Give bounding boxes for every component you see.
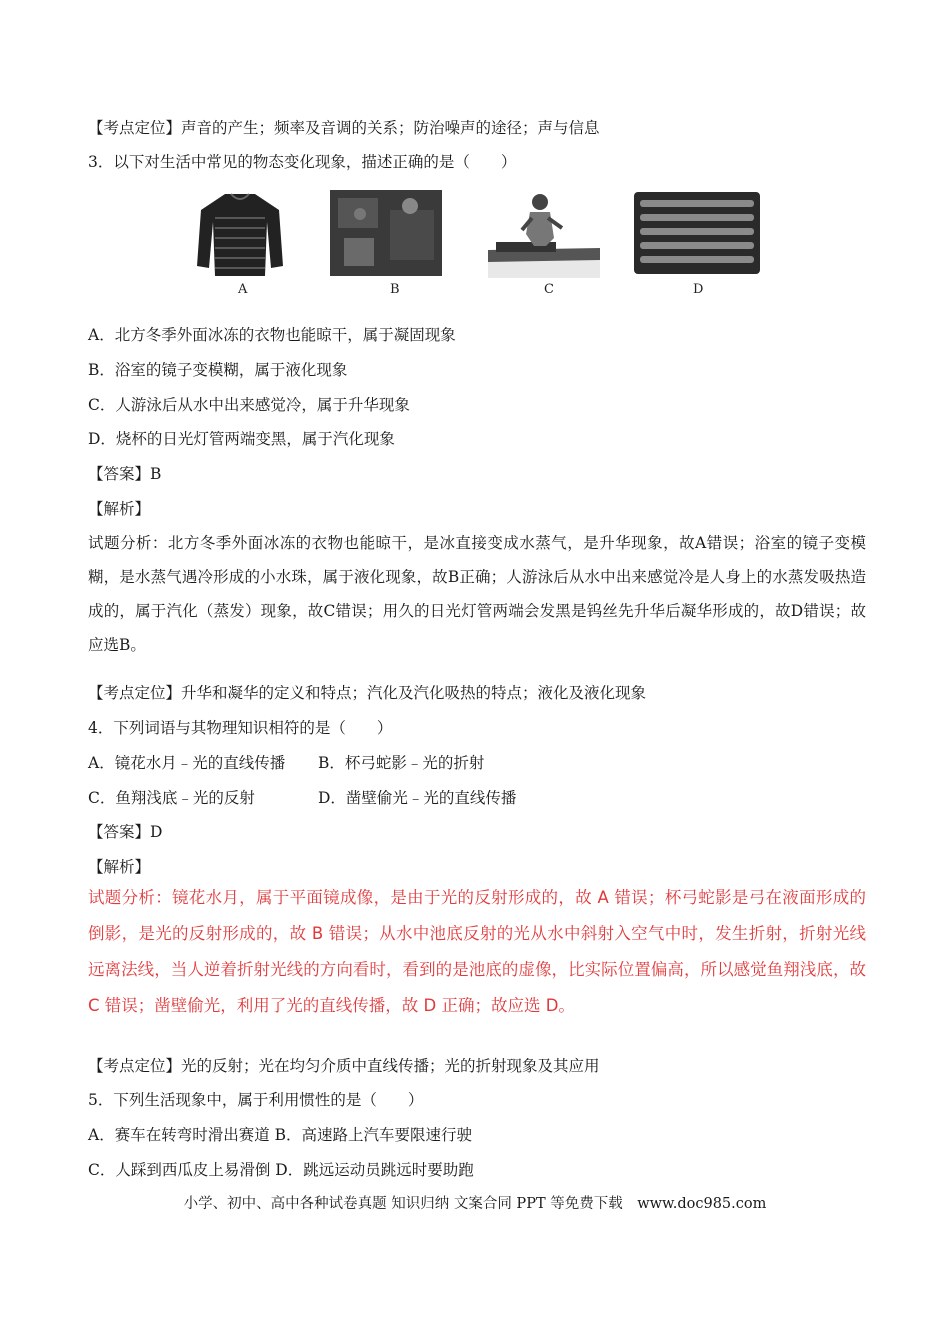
q3-analysis-text: 试题分析：北方冬季外面冰冻的衣物也能晾干，是冰直接变成水蒸气，是升华现象，故A错误；浴室的镜子变模糊，是水蒸气遇冷形成的小水珠，属于液化现象，故B正确；人游泳后从水中出来感觉冷是人身上的水蒸发吸热造成的，属于汽化（蒸发）现象，故C错误；用久的日光灯管两端会发黑是钨丝先升华后凝华形成的，故D错误；故应选B。 xyxy=(88,534,866,654)
q4-option-c: C．鱼翔浅底﹣光的反射 xyxy=(88,789,255,807)
q4-analysis-text: 试题分析：镜花水月，属于平面镜成像，是由于光的反射形成的，故 A 错误；杯弓蛇影是弓在液面形成的倒影，是光的反射形成的，故 B 错误；从水中池底反射的光从水中斜射入空气中时，发生折射，折射光线远离法线，当人逆着折射光线的方向看时，看到的是池底的虚像，比实际位置偏高，所以感觉鱼翔浅底，故 C 错误；凿壁偷光，利用了光的直线传播，故 D 正确；故应选 D。 xyxy=(88,888,866,1015)
q3-option-d: D．烧杯的日光灯管两端变黑，属于汽化现象 xyxy=(88,430,395,448)
q3-analysis-heading: 【解析】 xyxy=(88,500,151,518)
image-caption-c: C xyxy=(544,282,554,297)
topic-line-q2: 【考点定位】声音的产生；频率及音调的关系；防治噪声的途径；声与信息 xyxy=(88,119,600,137)
image-caption-d: D xyxy=(693,282,704,297)
fluorescent-tubes-image xyxy=(634,192,760,274)
swimmer-image xyxy=(488,188,600,278)
q3-option-b: B．浴室的镜子变模糊，属于液化现象 xyxy=(88,361,348,379)
q4-option-a: A．镜花水月﹣光的直线传播 xyxy=(88,754,286,772)
q4-topic: 【考点定位】光的反射；光在均匀介质中直线传播；光的折射现象及其应用 xyxy=(88,1057,600,1075)
q3-option-c: C．人游泳后从水中出来感觉冷，属于升华现象 xyxy=(88,396,410,414)
q5-options-cd: C．人踩到西瓜皮上易滑倒 D．跳远运动员跳远时要助跑 xyxy=(88,1161,474,1179)
image-caption-b: B xyxy=(390,282,400,297)
q4-option-b: B．杯弓蛇影﹣光的折射 xyxy=(318,754,485,772)
question-3-images xyxy=(190,188,770,300)
q4-analysis-heading: 【解析】 xyxy=(88,858,151,876)
question-3: 3．以下对生活中常见的物态变化现象，描述正确的是（ ） xyxy=(88,153,517,171)
q4-option-d: D．凿壁偷光﹣光的直线传播 xyxy=(318,789,517,807)
image-caption-a: A xyxy=(238,282,248,297)
question-4: 4．下列词语与其物理知识相符的是（ ） xyxy=(88,719,393,737)
q3-option-a: A．北方冬季外面冰冻的衣物也能晾干，属于凝固现象 xyxy=(88,326,456,344)
question-5: 5．下列生活现象中，属于利用惯性的是（ ） xyxy=(88,1091,424,1109)
foggy-mirror-image xyxy=(330,190,442,276)
q3-topic: 【考点定位】升华和凝华的定义和特点；汽化及汽化吸热的特点；液化及液化现象 xyxy=(88,684,647,702)
q4-answer: 【答案】D xyxy=(88,823,163,841)
q5-options-ab: A．赛车在转弯时滑出赛道 B．高速路上汽车要限速行驶 xyxy=(88,1126,473,1144)
q3-answer: 【答案】B xyxy=(88,465,162,483)
page-footer: 小学、初中、高中各种试卷真题 知识归纳 文案合同 PPT 等免费下载 www.doc985.com xyxy=(183,1196,767,1212)
sweater-image xyxy=(195,188,285,278)
